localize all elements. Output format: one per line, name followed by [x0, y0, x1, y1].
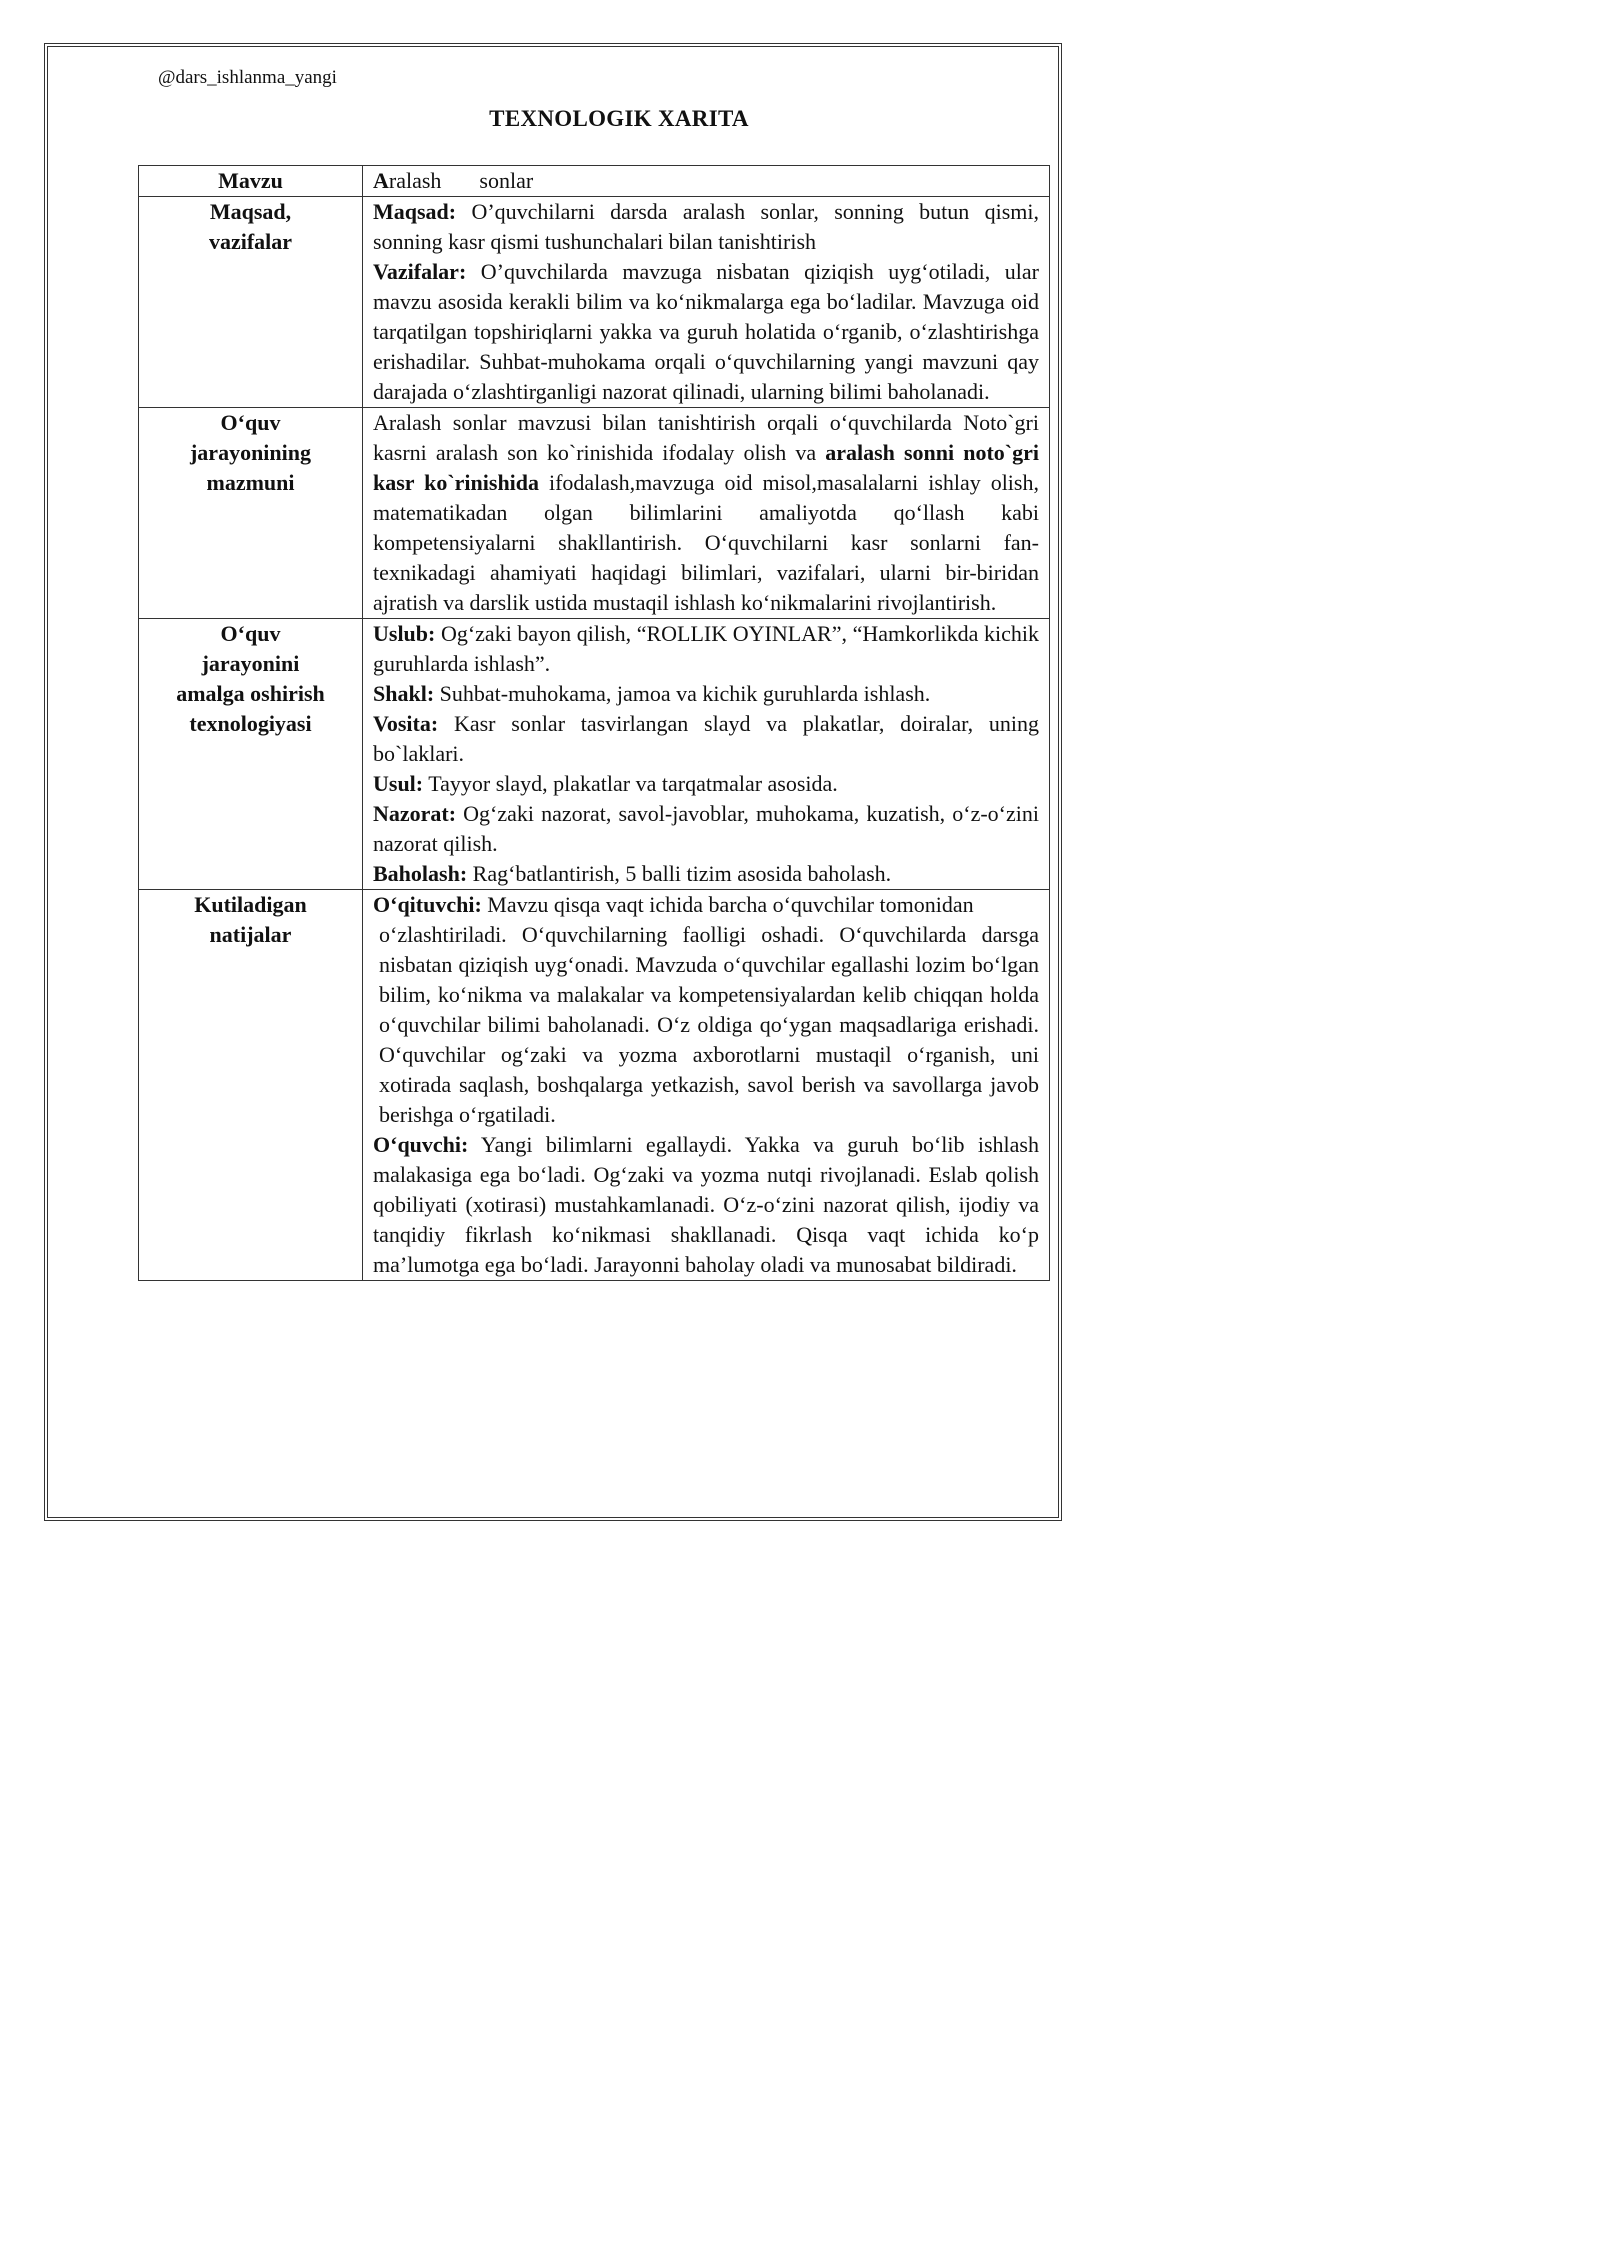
channel-handle: @dars_ishlanma_yangi: [158, 67, 337, 88]
tasks-paragraph: Vazifalar: O’quvchilarda mavzuga nisbatan qiziqish uyg‘otiladi, ular mavzu asosida kerakli bilim va ko‘nikmalarga ega bo‘ladilar. Mavzuga oid tarqatilgan topshiriqlarni yakka va guruh holatida o‘rganib, o‘zlashtirishga erishadilar. Suhbat-muhokama orqali o‘quvchilarning yangi mavzuni qay darajada o‘zlashtirganligi nazorat qilinadi, ularning bilimi baholanadi.: [373, 259, 1039, 404]
document-title: TEXNOLOGIK XARITA: [489, 106, 749, 131]
topic-word2: sonlar: [479, 168, 534, 193]
technology-value: [363, 619, 1050, 890]
method-paragraph: Uslub: Og‘zaki bayon qilish, “ROLLIK OYINLAR”, “Hamkorlikda kichik guruhlarda ishlash”.: [373, 621, 1039, 676]
content-paragraph: Aralash sonlar mavzusi bilan tanishtirish orqali o‘quvchilarda Noto`gri kasrni aralash son ko`rinishida ifodalay olish va aralash sonni noto`gri kasr ko`rinishida ifodalash,mavzuga oid misol,masalalarni ishlay olish, matematikadan olgan bilimlarini amaliyotda qo‘llash kabi kompetensiyalarni shakllantirish. O‘quvchilarni kasr sonlarni fan-texnikadagi ahamiyati haqidagi bilimlari, vazifalari, ularni bir-biridan ajratish va darslik ustida mustaqil ishlash ko‘nikmalarini rivojlantirish.: [373, 410, 1039, 615]
results-value: [363, 890, 1050, 1281]
assessment-paragraph: Baholash: Rag‘batlantirish, 5 balli tizim asosida baholash.: [373, 861, 892, 886]
table-row-mazmun: [139, 408, 1050, 619]
topic-value: [363, 166, 1050, 197]
row-label-texnologiya: O‘quv jarayonini amalga oshirish texnologiyasi: [139, 619, 363, 890]
row-label-mavzu: Mavzu: [139, 166, 363, 197]
technique-paragraph: Usul: Tayyor slayd, plakatlar va tarqatmalar asosida.: [373, 771, 838, 796]
teacher-paragraph: O‘qituvchi: Mavzu qisqa vaqt ichida barcha o‘quvchilar tomonidan: [373, 892, 974, 917]
table-row-mavzu: [139, 166, 1050, 197]
form-paragraph: Shakl: Suhbat-muhokama, jamoa va kichik guruhlarda ishlash.: [373, 681, 931, 706]
row-label-natijalar: Kutiladigan natijalar: [139, 890, 363, 1281]
technological-map-table: [138, 165, 1050, 1281]
teacher-paragraph-cont: o‘zlashtiriladi. O‘quvchilarning faolligi oshadi. O‘quvchilarda darsga nisbatan qiziqish uyg‘onadi. Mavzuda o‘quvchilar egallashi lozim bo‘lgan bilim, ko‘nikma va malakalar va kompetensiyalardan kelib chiqqan holda o‘quvchilar bilimi baholanadi. O‘z oldiga qo‘ygan maqsadlariga erishadi. O‘quvchilar og‘zaki va yozma axborotlarni mustaqil o‘rganish, uni xotirada saqlash, boshqalarga yetkazish, savol berish va savollarga javob berishga o‘rgatiladi.: [379, 922, 1039, 1127]
table-row-maqsad: [139, 197, 1050, 408]
means-paragraph: Vosita: Kasr sonlar tasvirlangan slayd va plakatlar, doiralar, uning bo`laklari.: [373, 711, 1039, 766]
goals-value: [363, 197, 1050, 408]
topic-initial: A: [373, 168, 389, 193]
control-paragraph: Nazorat: Og‘zaki nazorat, savol-javoblar, muhokama, kuzatish, o‘z-o‘zini nazorat qilish.: [373, 801, 1039, 856]
goal-paragraph: Maqsad: O’quvchilarni darsda aralash sonlar, sonning butun qismi, sonning kasr qismi tushunchalari bilan tanishtirish: [373, 199, 1039, 254]
content-value: [363, 408, 1050, 619]
row-label-maqsad: Maqsad, vazifalar: [139, 197, 363, 408]
row-label-mazmun: O‘quv jarayonining mazmuni: [139, 408, 363, 619]
table-row-natijalar: [139, 890, 1050, 1281]
topic-word1: ralash: [388, 168, 442, 193]
table-row-texnologiya: [139, 619, 1050, 890]
student-paragraph: O‘quvchi: Yangi bilimlarni egallaydi. Yakka va guruh bo‘lib ishlash malakasiga ega bo‘ladi. Og‘zaki va yozma nutqi rivojlanadi. Eslab qolish qobiliyati (xotirasi) mustahkamlanadi. O‘z-o‘zini nazorat qilish, ijodiy va tanqidiy fikrlash ko‘nikmasi shakllanadi. Qisqa vaqt ichida ko‘p ma’lumotga ega bo‘ladi. Jarayonni baholay oladi va munosabat bildiradi.: [373, 1132, 1039, 1277]
